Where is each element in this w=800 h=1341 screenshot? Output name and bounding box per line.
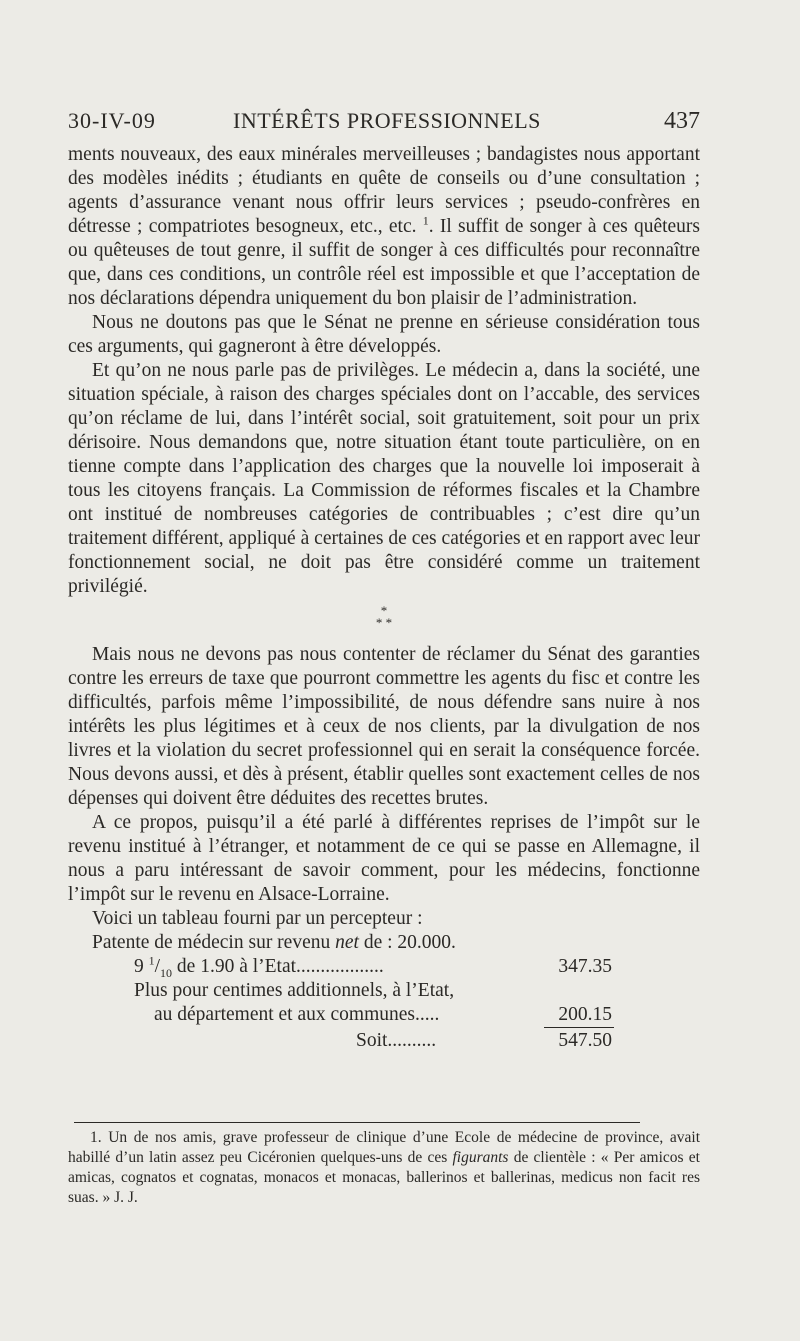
table-row (92, 955, 700, 979)
row-3-value: 200.15 (558, 1004, 612, 1025)
footnote-italic-word: figurants (452, 1149, 509, 1166)
row-1-value: 347.35 (558, 956, 612, 977)
paragraph-6: Voici un tableau fourni par un percepteur : (92, 908, 423, 929)
page-number: 437 (664, 108, 700, 134)
asterism-top: * (380, 603, 388, 618)
table-row (92, 1003, 700, 1027)
row-2-label: Plus pour centimes additionnels, à l’Etat, (134, 980, 455, 1001)
table-heading (92, 931, 456, 955)
footnote-text (68, 1128, 700, 1208)
tax-table (92, 931, 700, 1053)
paragraph-2: Nous ne doutons pas que le Sénat ne prenne en sérieuse considération tous ces arguments, qui gagneront à être développés. (68, 312, 700, 357)
heading-net-italic: net (335, 932, 359, 953)
table-heading-row (92, 931, 700, 955)
asterism-bottom: * * (375, 615, 393, 630)
row-1-fraction-numerator: 1 (148, 953, 155, 968)
heading-text-b: de : 20.000. (358, 932, 456, 953)
total-value: 547.50 (558, 1030, 612, 1051)
header-date: 30-IV-09 (68, 108, 156, 133)
row-1-fraction-denominator: 10 (160, 965, 173, 980)
section-break-asterism (68, 605, 700, 629)
footnote-separator (74, 1122, 640, 1123)
paragraph-4: Mais nous ne devons pas nous contenter de réclamer du Sénat des garanties contre les erreurs de taxe que pourront commettre les agents du fisc et contre les difficultés, parfois même l’impossibilité, de nous défendre sans nuire à nos intérêts les plus légitimes et à ceux de nos clients, par la divulgation de nos livres et la violation du secret professionnel qui en serait la conséquence forcée. Nous devons aussi, et dès à présent, établir quelles sont exactement celles de nos dépenses qui doivent être déduites des recettes brutes. (68, 644, 700, 809)
paragraph-1-text-a: ments nouveaux, des eaux minérales merveilleuses ; bandagistes nous apportant des modèles inédits ; étudiants en quête de conseils ou d’une consultation ; agents d’assurance venant nous offrir leurs services ; pseudo-confrères en détresse ; compatriotes besogneux, etc., etc. (68, 144, 700, 237)
header-title: INTÉRÊTS PROFESSIONNELS (233, 108, 541, 133)
row-1-fraction-slash: / (154, 956, 161, 977)
footnote-text-b: de clientèle : « Per amicos et amicas, cognatos et cognatas, monacos et monacas, ballerinos et ballerinas, medicus non facit res suas. » J. J. (68, 1149, 700, 1206)
running-header (68, 104, 700, 140)
body-text (68, 143, 700, 1053)
row-1-text: de 1.90 à l’Etat.................. (172, 956, 384, 977)
paragraph-5: A ce propos, puisqu’il a été parlé à différentes reprises de l’impôt sur le revenu institué à l’étranger, et notamment de ce qui se passe en Allemagne, il nous a paru intéressant de savoir comment, pour les médecins, fonctionne l’impôt sur le revenu en Alsace-Lorraine. (68, 812, 700, 905)
row-3-label: au département et aux communes..... (154, 1004, 440, 1025)
heading-text-a: Patente de médecin sur revenu (92, 932, 336, 953)
footnote-text-a: 1. Un de nos amis, grave professeur de clinique d’une Ecole de médecine de province, avait habillé d’un latin assez peu Cicéronien quelques-uns de ces (68, 1129, 700, 1166)
paragraph-1 (68, 143, 700, 311)
footnote-marker: 1 (422, 213, 429, 228)
table-total-row (92, 1029, 700, 1053)
table-row (92, 979, 700, 1003)
sum-rule (544, 1027, 614, 1028)
total-label: Soit.......... (356, 1030, 437, 1051)
row-1-prefix: 9 (134, 956, 149, 977)
paragraph-1-text-b: . Il suffit de songer à ces quêteurs ou quêteuses de tout genre, il suffit de songer à ces difficultés pour reconnaître que, dans ces conditions, un contrôle réel est impossible et que l’acceptation de nos déclarations dépendra uniquement du bon plaisir de l’administration. (68, 216, 701, 309)
paragraph-3: Et qu’on ne nous parle pas de privilèges. Le médecin a, dans la société, une situation spéciale, à raison des charges spéciales dont on l’accable, des services qu’on réclame de lui, dans l’intérêt social, soit gratuitement, soit pour un prix dérisoire. Nous demandons que, notre situation étant toute particulière, on en tienne compte dans l’application des charges que la nouvelle loi imposerait à tous les citoyens français. La Commission de réformes fiscales et la Chambre ont institué de nombreuses catégories de contribuables ; c’est dire qu’un traitement différent, appliqué à certaines de ces catégories et en rapport avec leur fonctionnement social, ne doit pas être considéré comme un traitement privilégié. (68, 360, 700, 597)
footnote (68, 1128, 700, 1208)
